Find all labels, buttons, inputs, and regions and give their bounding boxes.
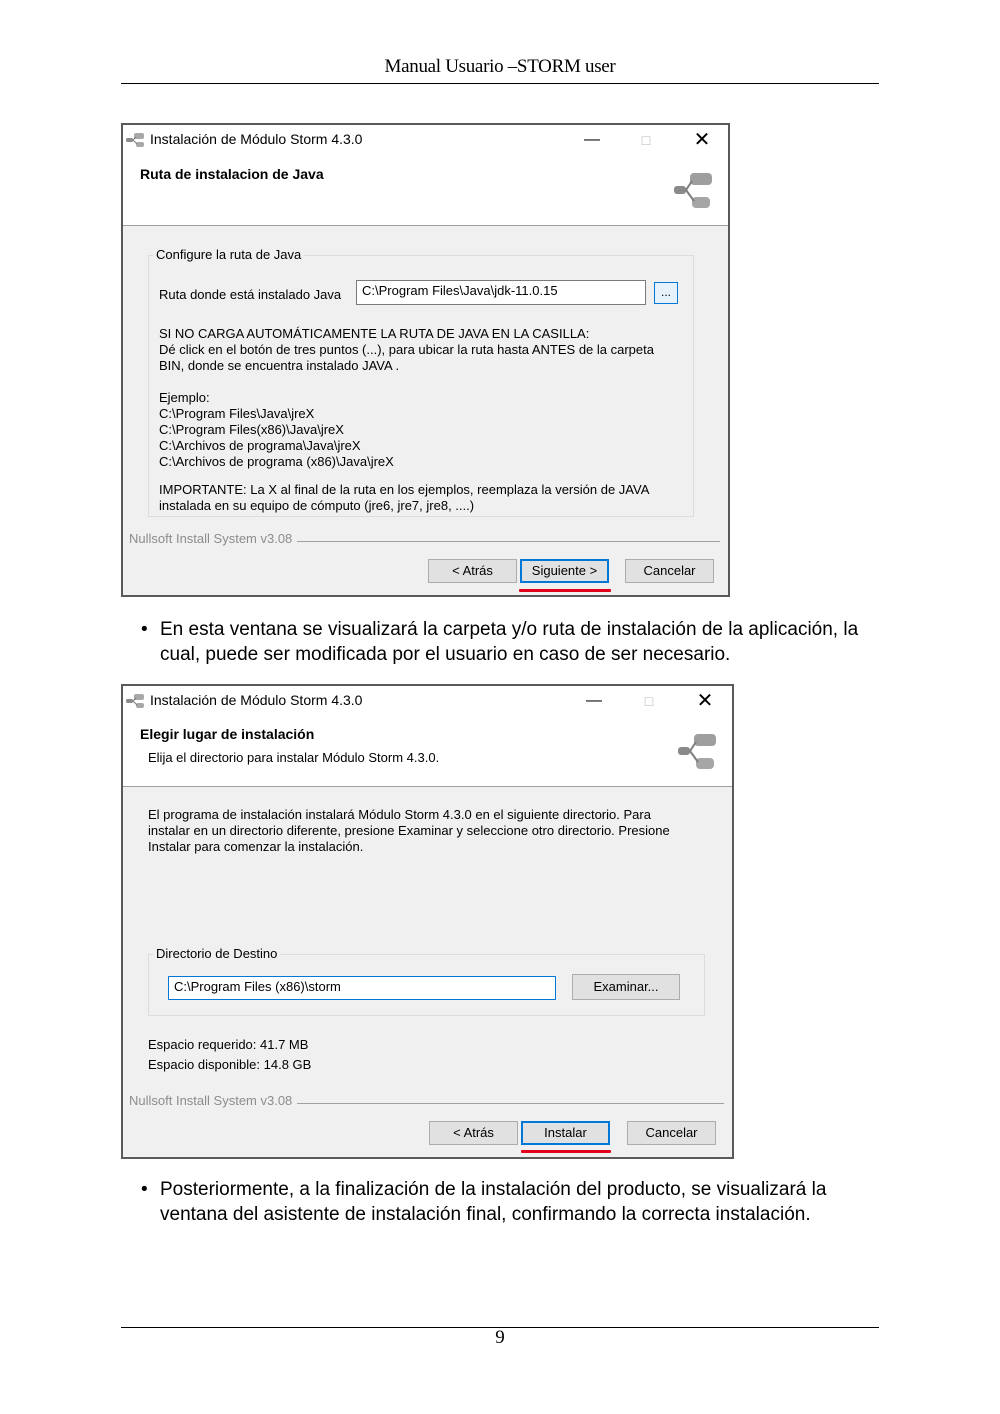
header-title: Ruta de instalacion de Java	[140, 166, 324, 182]
window-header	[123, 716, 732, 787]
install-button-highlight	[521, 1150, 611, 1153]
intro-line: El programa de instalación instalará Módulo Storm 4.3.0 en el siguiente directorio. Para	[148, 807, 651, 822]
storm-logo-icon	[676, 732, 718, 772]
title-bar[interactable]	[123, 686, 732, 716]
note-line: Dé click en el botón de tres puntos (...), para ubicar la ruta hasta ANTES de la carpeta	[159, 342, 654, 357]
back-button[interactable]: < Atrás	[429, 1121, 518, 1145]
title-bar[interactable]	[123, 125, 728, 155]
next-button-highlight	[519, 589, 611, 592]
cancel-button[interactable]: Cancelar	[625, 559, 714, 583]
note-line: BIN, donde se encuentra instalado JAVA .	[159, 358, 400, 373]
example-line: Ejemplo:	[159, 390, 210, 405]
bullet-text: Posteriormente, a la finalización de la instalación del producto, se visualizará la ventana del asistente de instalación final, confirmando la correcta instalación.	[160, 1179, 827, 1225]
maximize-icon[interactable]: □	[644, 693, 654, 709]
nsis-branding: Nullsoft Install System v3.08	[129, 531, 297, 546]
installer-icon	[125, 693, 145, 709]
space-required: Espacio requerido: 41.7 MB	[148, 1037, 309, 1052]
intro-line: Instalar para comenzar la instalación.	[148, 839, 364, 854]
note-line: SI NO CARGA AUTOMÁTICAMENTE LA RUTA DE JAVA EN LA CASILLA:	[159, 326, 590, 341]
bullet-icon: •	[141, 1179, 148, 1200]
example-line: C:\Archivos de programa\Java\jreX	[159, 438, 361, 453]
browse-button[interactable]: Examinar...	[572, 974, 680, 1000]
window-title: Instalación de Módulo Storm 4.3.0	[150, 692, 363, 708]
close-icon[interactable]: ✕	[696, 690, 714, 712]
install-button[interactable]: Instalar	[521, 1121, 610, 1145]
next-button[interactable]: Siguiente >	[520, 559, 609, 583]
window-header	[123, 155, 728, 226]
installer-icon	[125, 132, 145, 148]
group-label: Directorio de Destino	[153, 946, 280, 961]
window-body	[123, 787, 732, 1157]
bullet-icon: •	[141, 619, 148, 640]
bullet-text: En esta ventana se visualizará la carpeta y/o ruta de instalación de la aplicación, la cual, puede ser modificada por el usuario en caso de ser necesario.	[160, 619, 859, 665]
bullet-paragraph-1	[141, 617, 881, 667]
header-subtitle: Elija el directorio para instalar Módulo Storm 4.3.0.	[148, 750, 440, 765]
header-title: Elegir lugar de instalación	[140, 726, 315, 742]
example-line: C:\Program Files\Java\jreX	[159, 406, 315, 421]
example-line: C:\Program Files(x86)\Java\jreX	[159, 422, 344, 437]
cancel-button[interactable]: Cancelar	[627, 1121, 716, 1145]
java-path-input[interactable]: C:\Program Files\Java\jdk-11.0.15	[356, 280, 646, 305]
bullet-paragraph-2	[141, 1177, 881, 1227]
browse-dots-button[interactable]: ...	[654, 282, 678, 304]
close-icon[interactable]: ✕	[693, 129, 711, 151]
window-title: Instalación de Módulo Storm 4.3.0	[150, 131, 363, 147]
important-line: IMPORTANTE: La X al final de la ruta en los ejemplos, reemplaza la versión de JAVA	[159, 482, 650, 497]
back-button[interactable]: < Atrás	[428, 559, 517, 583]
minimize-icon[interactable]: —	[586, 692, 602, 709]
page-header: Manual Usuario –STORM user	[384, 56, 616, 77]
install-location-window	[121, 684, 734, 1159]
nsis-branding: Nullsoft Install System v3.08	[129, 1093, 297, 1108]
group-label: Configure la ruta de Java	[153, 247, 304, 262]
window-body	[123, 226, 728, 595]
header-rule	[121, 83, 879, 84]
java-path-label: Ruta donde está instalado Java	[159, 287, 342, 302]
destination-input[interactable]: C:\Program Files (x86)\storm	[168, 976, 556, 1000]
important-line: instalada en su equipo de cómputo (jre6, jre7, jre8, ....)	[159, 498, 475, 513]
minimize-icon[interactable]: —	[584, 131, 600, 148]
example-line: C:\Archivos de programa (x86)\Java\jreX	[159, 454, 394, 469]
intro-line: instalar en un directorio diferente, presione Examinar y seleccione otro directorio. Presione	[148, 823, 670, 838]
storm-logo-icon	[672, 171, 714, 211]
space-available: Espacio disponible: 14.8 GB	[148, 1057, 312, 1072]
page-number: 9	[495, 1327, 505, 1348]
java-path-window	[121, 123, 730, 597]
maximize-icon[interactable]: □	[641, 132, 651, 148]
